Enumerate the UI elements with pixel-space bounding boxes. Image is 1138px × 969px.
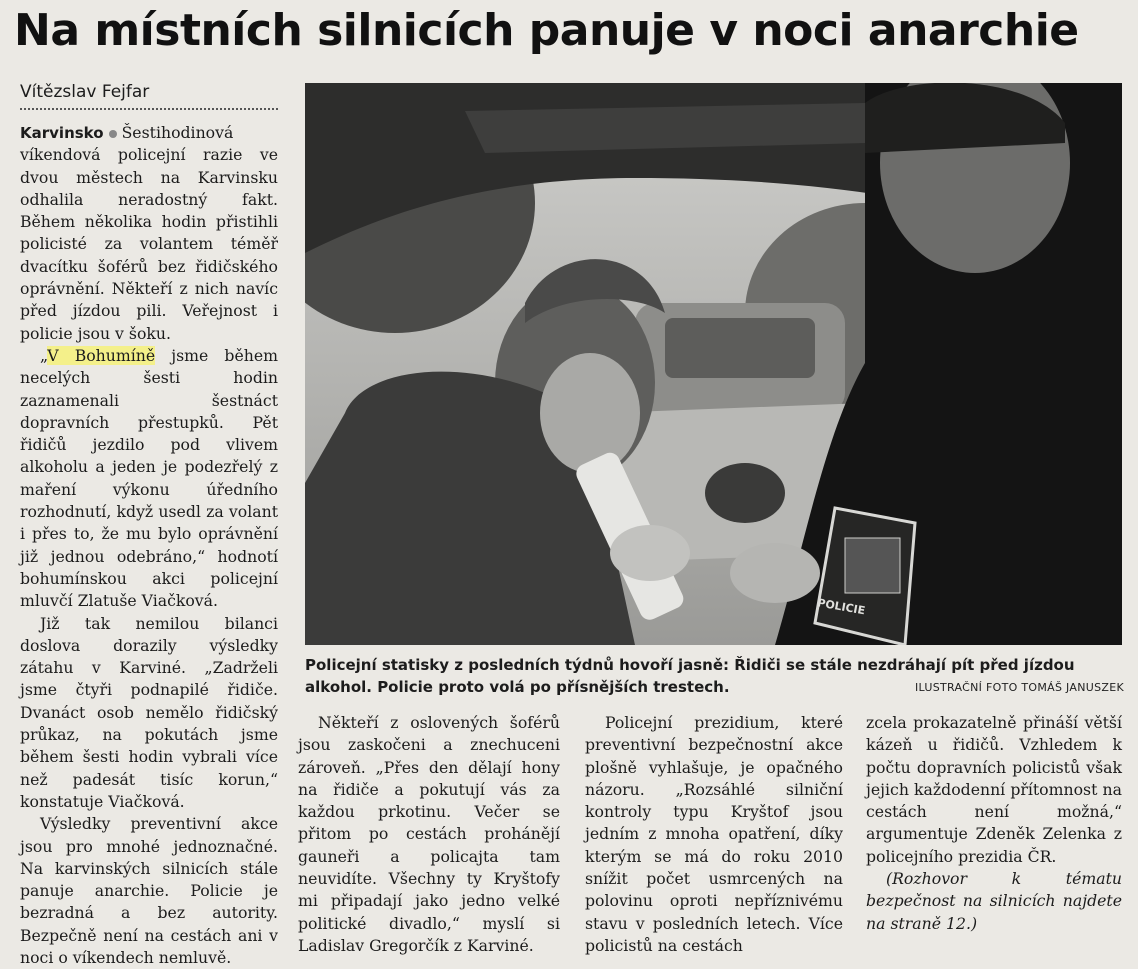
cross-reference: (Rozhovor k tématu bezpečnost na silnicích najdete na straně 12.): [866, 869, 1122, 933]
article-column-4: [866, 712, 1122, 935]
lead-text: Šestihodinová víkendová policejní razie ve dvou městech na Karvinsku odhalila neradostný fakt. Během několika hodin přistihli policisté za volantem téměř dvacítku šoférů bez řidičského oprávnění. Někteří z nich navíc před jízdou pili. Veřejnost i policie jsou v šoku.: [20, 123, 278, 343]
article-column-2: [298, 712, 560, 957]
paragraph: Někteří z oslovených šoférů jsou zaskočeni a znechuceni zároveň. „Přes den dělají hony na řidiče a pokutují vás za každou prkotinu. Večer se přitom po cestách prohánějí gauneři a policajta tam neuvidíte. Všechny ty Kryštofy mi připadají jako jedno velké politické divadlo,“ myslí si Ladislav Gregorčík z Karviné.: [298, 713, 560, 955]
paragraph: zcela prokazatelně přináší větší kázeň u řidičů. Vzhledem k počtu dopravních policistů však jejich každodenní přítomnost na cestách není možná,“ argumentuje Zdeněk Zelenka z policejního prezidia ČR.: [866, 713, 1122, 866]
paragraph: Policejní prezidium, které preventivní bezpečnostní akce plošně vyhlašuje, je opačného názoru. „Rozsáhlé silniční kontroly typu Kryštof jsou jedním z mnoha opatření, díky kterým se má do roku 2010 snížit počet usmrcených na polovinu oproti nepříznivému stavu v posledních letech. Více policistů na cestách: [585, 713, 843, 955]
badge-text: POLICIE: [816, 596, 867, 618]
quote-mark: „: [40, 345, 48, 365]
article-photo: [305, 83, 1122, 645]
highlighted-text: V Bohumíně: [47, 345, 156, 365]
photo-credit: ILUSTRAČNÍ FOTO TOMÁŠ JANUSZEK: [914, 681, 1124, 694]
paragraph: Již tak nemilou bilanci doslova dorazily výsledky zátahu v Karviné. „Zadrželi jsme čtyři podnapilé řidiče. Dvanáct osob nemělo řidičský průkaz, na pokutách jsme během šesti hodin vybrali více než padesát tisíc korun,“ konstatuje Viačková.: [20, 613, 278, 811]
photo-caption: Policejní statisky z posledních týdnů hovoří jasně: Řidiči se stále nezdráhají pít před jízdou alkohol. Policie proto volá po přísnějších trestech.: [305, 656, 1075, 696]
article-column-3: [585, 712, 843, 957]
author-byline: Vítězslav Fejfar: [20, 80, 278, 110]
paragraph: [20, 345, 278, 613]
dateline: Karvinsko: [20, 124, 104, 142]
headline: Na místních silnicích panuje v noci anarchie: [14, 5, 1079, 56]
police-badge-icon: [815, 508, 915, 645]
bullet-icon: [109, 130, 117, 138]
paragraph-text: jsme během necelých šesti hodin zaznamenali šestnáct dopravních přestupků. Pět řidičů jezdilo pod vlivem alkoholu a jeden je podezřelý z maření výkonu úředního rozhodnutí, když usedl za volant i přes to, že mu bylo oprávnění již jednou odebráno,“ hodnotí bohumínskou akci policejní mluvčí Zlatuše Viačková.: [20, 345, 278, 611]
paragraph: Výsledky preventivní akce jsou pro mnohé jednoznačné. Na karvinských silnicích stále panuje anarchie. Policie je bezradná a bez autority. Bezpečně není na cestách ani v noci o víkendech nemluvě.: [20, 814, 278, 967]
lead-paragraph: [20, 122, 278, 345]
article-column-1: [20, 122, 278, 969]
